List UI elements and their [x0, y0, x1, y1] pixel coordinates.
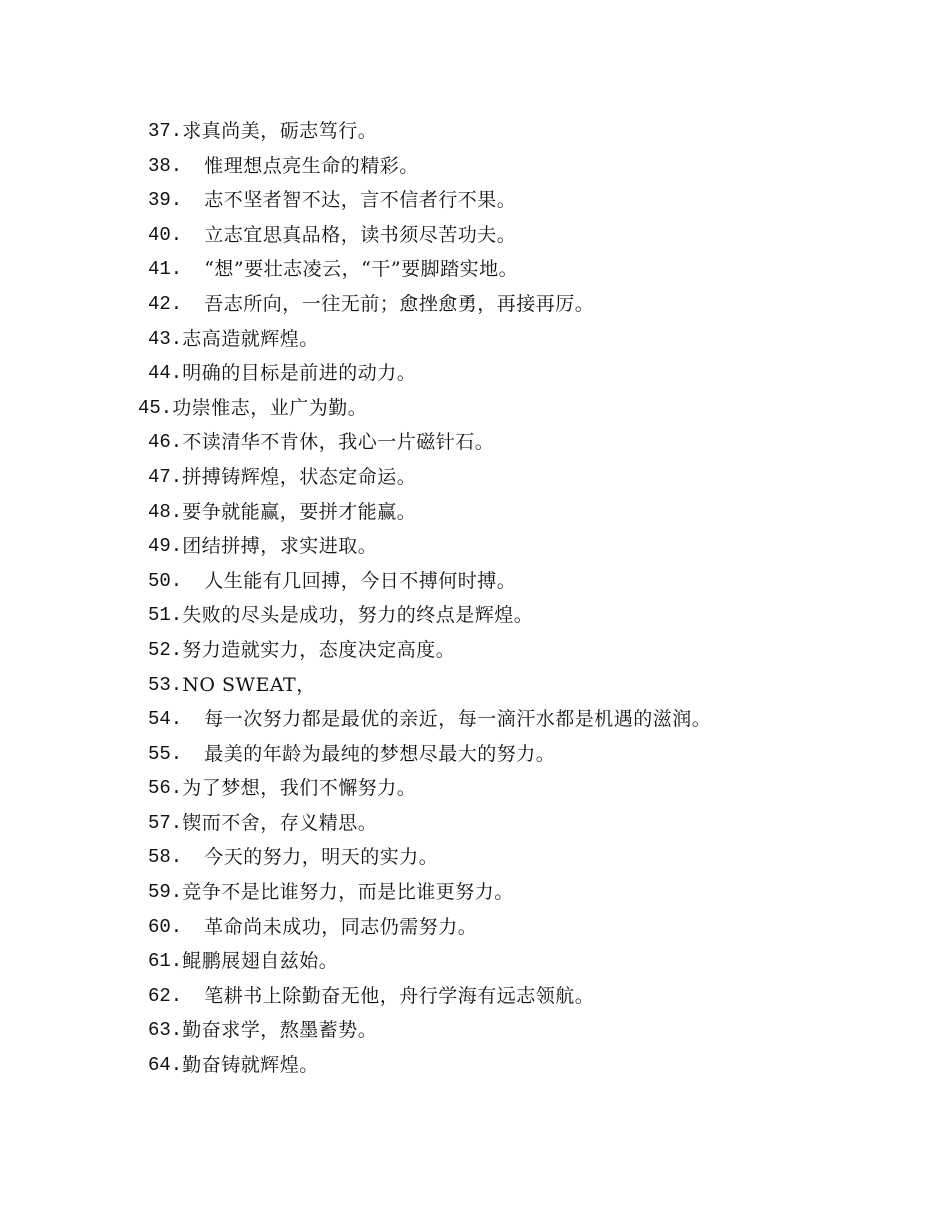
item-number: 54. [148, 708, 183, 731]
item-number: 46. [148, 431, 183, 454]
item-text: 求真尚美，砺志笃行。 [182, 120, 378, 142]
list-item [148, 982, 928, 1017]
list-item [148, 601, 928, 636]
item-text: 为了梦想，我们不懈努力。 [182, 777, 417, 800]
item-text: 志高造就辉煌。 [182, 327, 319, 350]
item-number: 39. [148, 189, 183, 212]
list-item [148, 221, 928, 256]
list-item [148, 186, 928, 221]
list-item [148, 774, 928, 809]
list-item [148, 740, 928, 775]
list-item [148, 567, 928, 602]
list-item [148, 947, 928, 982]
item-text: 今天的努力，明天的实力。 [204, 846, 439, 869]
list-item [148, 913, 928, 948]
list-item [148, 636, 928, 671]
item-number: 49. [148, 535, 183, 558]
item-text: 努力造就实力，态度决定高度。 [182, 638, 456, 661]
item-number: 48. [148, 500, 183, 523]
item-number: 43. [148, 327, 183, 350]
item-number: 47. [148, 465, 183, 488]
item-text: 锲而不舍，存义精思。 [182, 811, 378, 834]
item-text: 惟理想点亮生命的精彩。 [204, 154, 419, 177]
item-text: 每一次努力都是最优的亲近，每一滴汗水都是机遇的滋润。 [204, 708, 712, 731]
item-number: 53. [148, 673, 183, 696]
list-item [138, 394, 928, 429]
item-number: 38. [148, 154, 183, 177]
item-number: 62. [148, 984, 183, 1007]
item-text: 功崇惟志，业广为勤。 [172, 396, 368, 419]
item-text: 革命尚未成功，同志仍需努力。 [204, 915, 478, 938]
item-text: 勤奋铸就辉煌。 [182, 1054, 319, 1077]
item-number: 41. [148, 258, 183, 281]
item-number: 52. [148, 638, 183, 661]
list-item [148, 325, 928, 360]
item-text: 鲲鹏展翅自兹始。 [182, 950, 339, 973]
item-number: 55. [148, 742, 183, 765]
item-text: 勤奋求学，熬墨蓄势。 [182, 1019, 378, 1042]
item-text: 失败的尽头是成功，努力的终点是辉煌。 [182, 604, 534, 627]
item-number: 56. [148, 777, 183, 800]
item-number: 57. [148, 811, 183, 834]
item-text: 立志宜思真品格，读书须尽苦功夫。 [204, 223, 517, 246]
list-item [148, 428, 928, 463]
item-number: 61. [148, 950, 183, 973]
item-text: 笔耕书上除勤奋无他，舟行学海有远志领航。 [204, 984, 595, 1007]
item-number: 51. [148, 604, 183, 627]
list-item [148, 1051, 928, 1086]
slogan-list [138, 117, 928, 1086]
item-text: 志不坚者智不达，言不信者行不果。 [204, 189, 517, 212]
item-number: 44. [148, 362, 183, 385]
item-text: 人生能有几回搏，今日不搏何时搏。 [204, 569, 517, 592]
item-text: NO SWEAT， [182, 673, 316, 696]
list-item [148, 498, 928, 533]
item-text: “想”要壮志凌云，“干”要脚踏实地。 [204, 258, 519, 281]
list-item [148, 705, 928, 740]
item-number: 42. [148, 292, 183, 315]
list-item [148, 671, 928, 706]
item-text: 明确的目标是前进的动力。 [182, 362, 417, 385]
list-item [148, 532, 928, 567]
item-text: 最美的年龄为最纯的梦想尽最大的努力。 [204, 742, 556, 765]
item-number: 50. [148, 569, 183, 592]
list-item [148, 152, 928, 187]
list-item [148, 290, 928, 325]
item-number: 60. [148, 915, 183, 938]
item-number: 40. [148, 223, 183, 246]
item-text: 拼搏铸辉煌，状态定命运。 [182, 465, 417, 488]
list-item [148, 463, 928, 498]
list-item [148, 255, 928, 290]
item-text: 团结拼搏，求实进取。 [182, 535, 378, 558]
item-number: 64. [148, 1054, 183, 1077]
item-number: 63. [148, 1019, 183, 1042]
list-item [148, 1016, 928, 1051]
list-item [148, 117, 928, 152]
list-item [148, 809, 928, 844]
item-text: 竞争不是比谁努力，而是比谁更努力。 [182, 881, 514, 904]
item-text: 要争就能赢，要拼才能赢。 [182, 500, 417, 523]
item-text: 吾志所向，一往无前；愈挫愈勇，再接再厉。 [204, 292, 595, 315]
item-number: 59. [148, 881, 183, 904]
item-number: 58. [148, 846, 183, 869]
item-number: 45. [138, 396, 173, 419]
list-item [148, 878, 928, 913]
item-text: 不读清华不肯休，我心一片磁针石。 [182, 431, 495, 454]
list-item [148, 359, 928, 394]
list-item [148, 843, 928, 878]
item-number: 37. [148, 120, 183, 142]
